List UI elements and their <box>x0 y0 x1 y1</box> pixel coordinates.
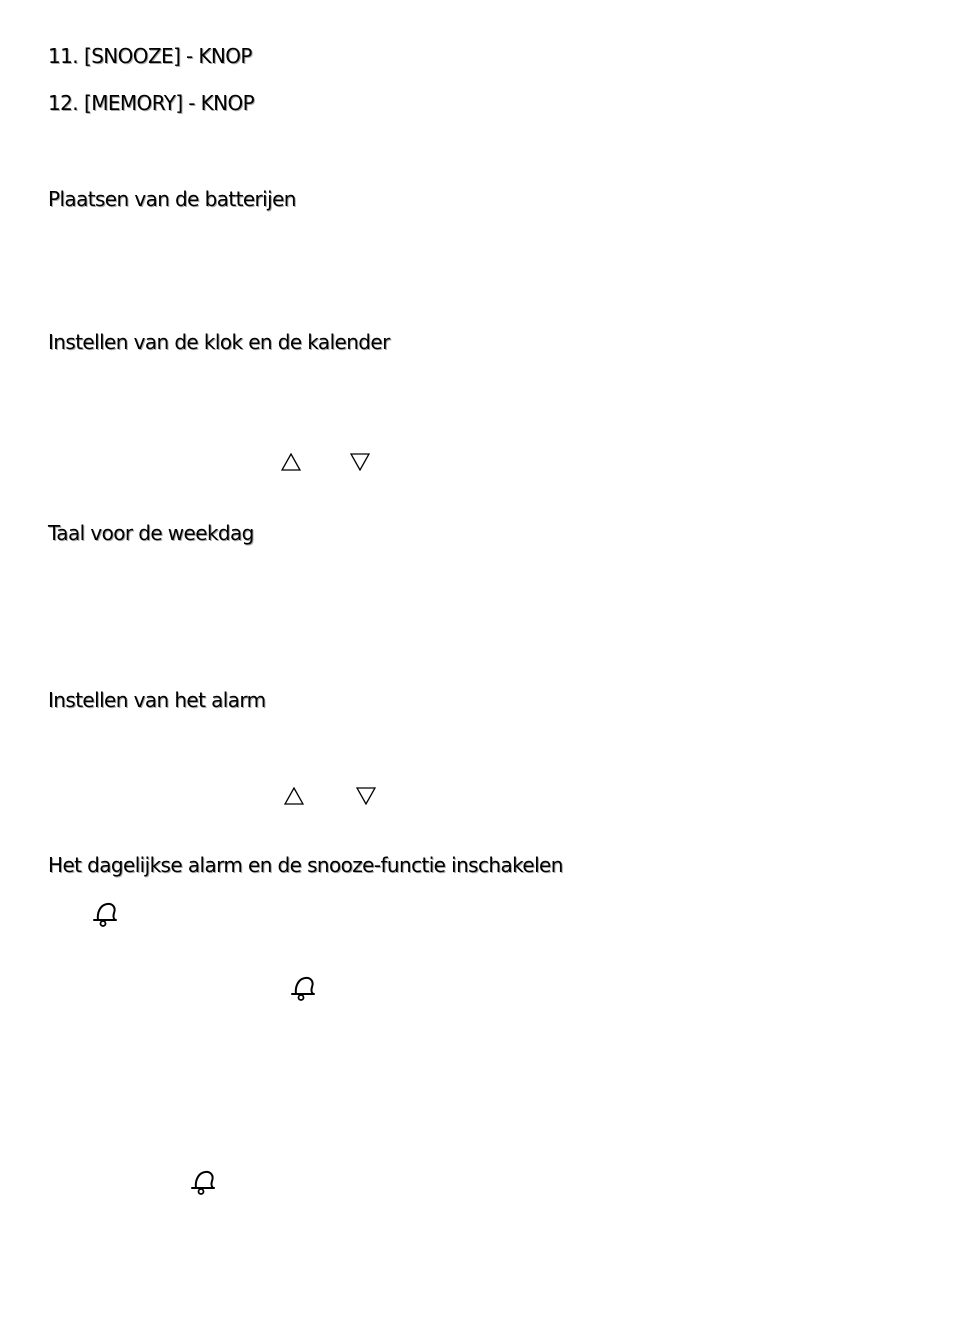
alarm-bell-icon <box>90 899 120 929</box>
list-item-11 <box>48 44 252 68</box>
heading-clock-calendar: Instellen van de klok en de kalender <box>48 330 390 354</box>
list-item-text: [SNOOZE] - KNOP <box>84 44 252 68</box>
heading-batteries: Plaatsen van de batterijen <box>48 187 296 211</box>
triangle-up-icon <box>281 453 301 471</box>
alarm-bell-icon <box>288 973 318 1003</box>
list-item-12 <box>48 91 254 115</box>
heading-daily-alarm-snooze: Het dagelijkse alarm en de snooze-functie inschakelen <box>48 853 563 877</box>
triangle-down-icon <box>356 787 376 805</box>
alarm-bell-icon <box>188 1167 218 1197</box>
list-item-number: 11. <box>48 44 79 68</box>
heading-alarm: Instellen van het alarm <box>48 688 266 712</box>
list-item-number: 12. <box>48 91 79 115</box>
triangle-up-icon <box>284 787 304 805</box>
list-item-text: [MEMORY] - KNOP <box>84 91 255 115</box>
triangle-down-icon <box>350 453 370 471</box>
heading-weekday-language: Taal voor de weekdag <box>48 521 254 545</box>
